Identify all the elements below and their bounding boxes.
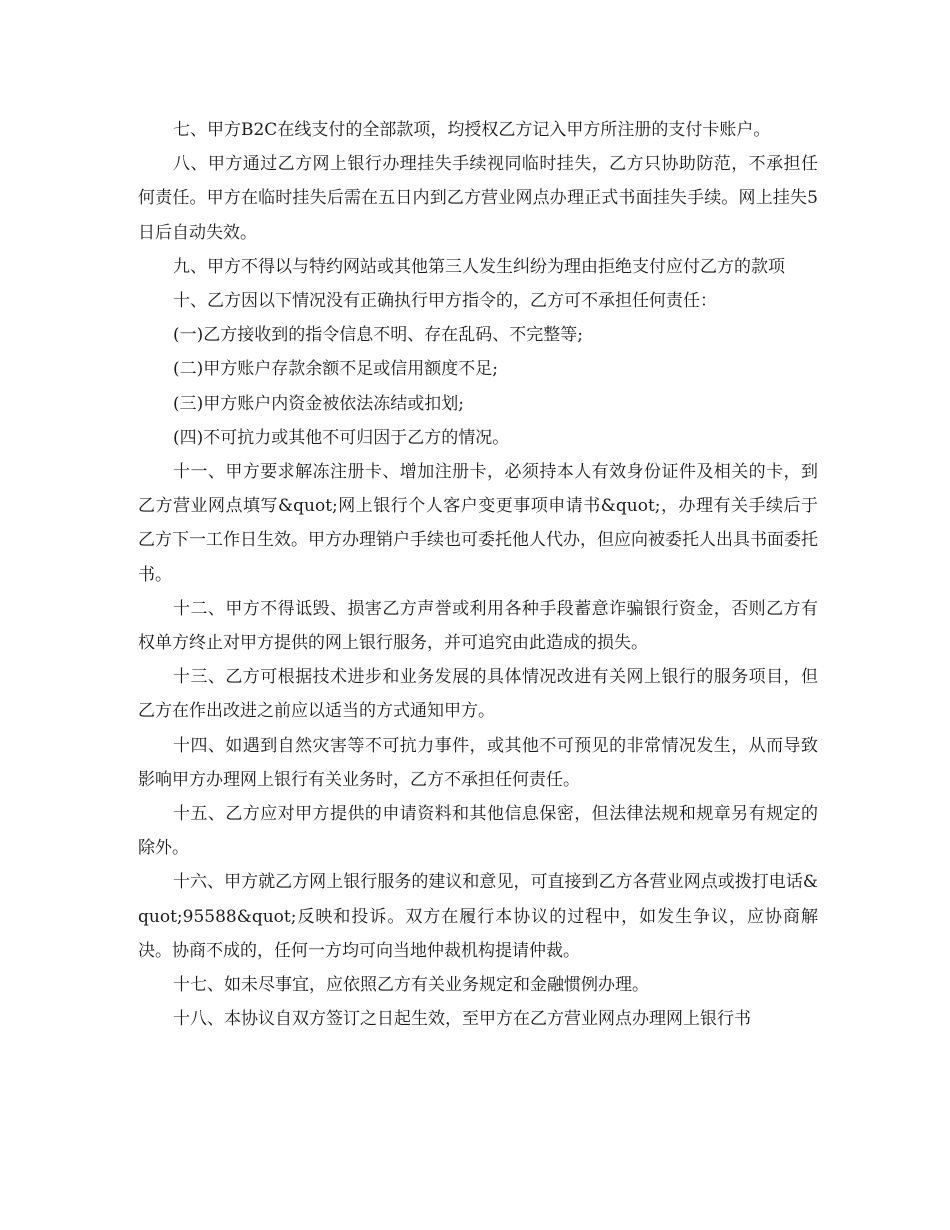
clause-10-item-4: (四)不可抗力或其他不可归因于乙方的情况。 bbox=[173, 427, 510, 448]
clause-8: 八、甲方通过乙方网上银行办理挂失手续视同临时挂失，乙方只协助防范，不承担任何责任。甲方在临时挂失后需在五日内到乙方营业网点办理正式书面挂失手续。网上挂失5日后自动失效。 bbox=[138, 154, 818, 243]
clause-12: 十二、甲方不得诋毁、损害乙方声誉或利用各种手段蓄意诈骗银行资金，否则乙方有权单方终止对甲方提供的网上银行服务，并可追究由此造成的损失。 bbox=[138, 598, 818, 654]
clause-7: 七、甲方B2C在线支付的全部款项，均授权乙方记入甲方所注册的支付卡账户。 bbox=[173, 120, 771, 140]
document-body bbox=[138, 113, 818, 1036]
clause-10-item-3: (三)甲方账户内资金被依法冻结或扣划; bbox=[173, 393, 464, 414]
clause-10-item-1: (一)乙方接收到的指令信息不明、存在乱码、不完整等; bbox=[173, 325, 583, 346]
clause-10: 十、乙方因以下情况没有正确执行甲方指令的，乙方可不承担任何责任： bbox=[173, 291, 717, 312]
clause-16: 十六、甲方就乙方网上银行服务的建议和意见，可直接到乙方各营业网点或拨打电话&quot;95588&quot;反映和投诉。双方在履行本协议的过程中，如发生争议，应协商解决。协商不成的，任何一方均可向当地仲裁机构提请仲裁。 bbox=[138, 872, 818, 961]
clause-14: 十四、如遇到自然灾害等不可抗力事件，或其他不可预见的非常情况发生，从而导致影响甲方办理网上银行有关业务时，乙方不承担任何责任。 bbox=[138, 735, 818, 790]
clause-17: 十七、如未尽事宜，应依照乙方有关业务规定和金融惯例办理。 bbox=[173, 975, 649, 996]
clause-9: 九、甲方不得以与特约网站或其他第三人发生纠纷为理由拒绝支付应付乙方的款项 bbox=[173, 256, 785, 277]
clause-15: 十五、乙方应对甲方提供的申请资料和其他信息保密，但法律法规和规章另有规定的除外。 bbox=[138, 804, 818, 859]
clause-11: 十一、甲方要求解冻注册卡、增加注册卡，必须持本人有效身份证件及相关的卡，到乙方营业网点填写&quot;网上银行个人客户变更事项申请书&quot;，办理有关手续后于乙方下一工作日生效。甲方办理销户手续也可委托他人代办，但应向被委托人出具书面委托书。 bbox=[138, 462, 818, 585]
clause-13: 十三、乙方可根据技术进步和业务发展的具体情况改进有关网上银行的服务项目，但乙方在作出改进之前应以适当的方式通知甲方。 bbox=[138, 667, 818, 722]
clause-18: 十八、本协议自双方签订之日起生效，至甲方在乙方营业网点办理网上银行书 bbox=[173, 1009, 751, 1030]
clause-10-item-2: (二)甲方账户存款余额不足或信用额度不足; bbox=[173, 359, 498, 380]
